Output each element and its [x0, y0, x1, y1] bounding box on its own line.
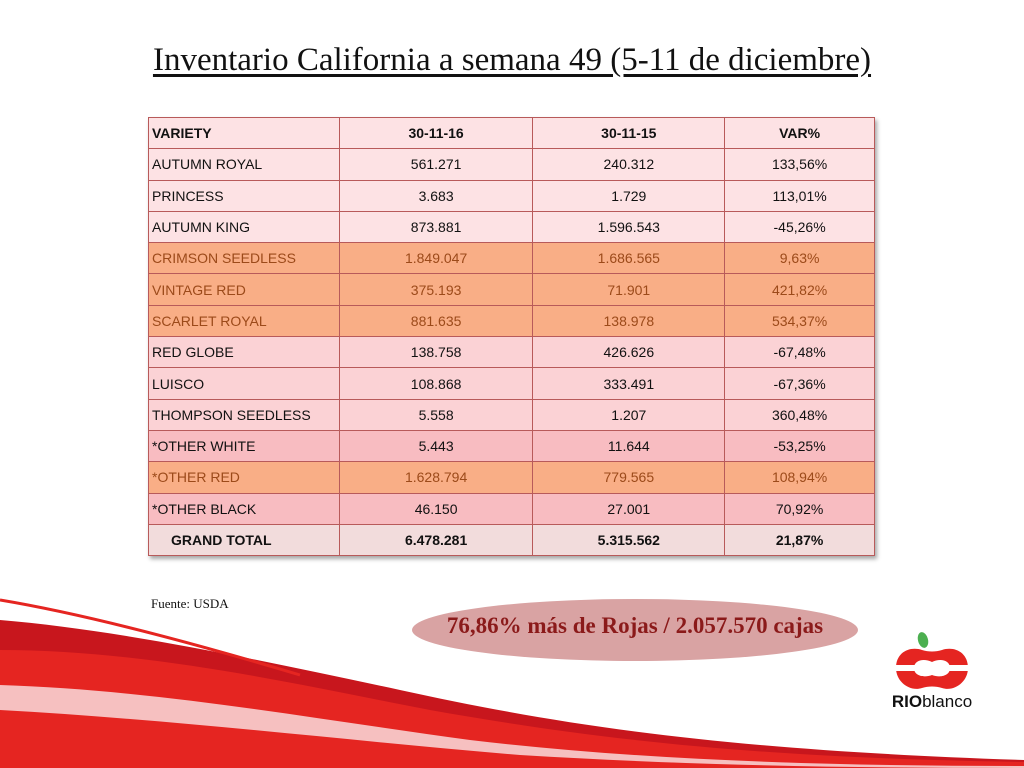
value-cell: 1.849.047: [339, 243, 533, 274]
table-row: [149, 243, 875, 274]
variety-cell: THOMPSON SEEDLESS: [149, 399, 340, 430]
var-percent-cell: -67,36%: [725, 368, 875, 399]
value-cell: 1.628.794: [339, 462, 533, 493]
value-cell: 3.683: [339, 180, 533, 211]
logo-wordmark: RIOblanco: [891, 692, 973, 711]
value-cell: 881.635: [339, 305, 533, 336]
table-row: [149, 149, 875, 180]
value-cell: 426.626: [533, 337, 725, 368]
variety-cell: *OTHER BLACK: [149, 493, 340, 524]
var-percent-cell: -67,48%: [725, 337, 875, 368]
value-cell: 108.868: [339, 368, 533, 399]
value-cell: 46.150: [339, 493, 533, 524]
variety-cell: VINTAGE RED: [149, 274, 340, 305]
value-cell: 30-11-16: [339, 118, 533, 149]
variety-cell: AUTUMN ROYAL: [149, 149, 340, 180]
value-cell: 138.758: [339, 337, 533, 368]
value-cell: 5.558: [339, 399, 533, 430]
table-row: [149, 368, 875, 399]
var-percent-cell: 9,63%: [725, 243, 875, 274]
variety-cell: GRAND TOTAL: [149, 524, 340, 555]
table-row: [149, 274, 875, 305]
table-row: [149, 337, 875, 368]
value-cell: 1.596.543: [533, 211, 725, 242]
variety-cell: AUTUMN KING: [149, 211, 340, 242]
var-percent-cell: 113,01%: [725, 180, 875, 211]
var-percent-cell: 108,94%: [725, 462, 875, 493]
variety-cell: VARIETY: [149, 118, 340, 149]
value-cell: 5.443: [339, 430, 533, 461]
table-header-row: [149, 118, 875, 149]
variety-cell: *OTHER WHITE: [149, 430, 340, 461]
table-row: [149, 462, 875, 493]
var-percent-cell: 70,92%: [725, 493, 875, 524]
table-row: [149, 180, 875, 211]
value-cell: 30-11-15: [533, 118, 725, 149]
slide-title: Inventario California a semana 49 (5-11 de diciembre): [152, 42, 872, 78]
var-percent-cell: -53,25%: [725, 430, 875, 461]
value-cell: 873.881: [339, 211, 533, 242]
variety-cell: SCARLET ROYAL: [149, 305, 340, 336]
var-percent-cell: -45,26%: [725, 211, 875, 242]
variety-cell: CRIMSON SEEDLESS: [149, 243, 340, 274]
value-cell: 240.312: [533, 149, 725, 180]
source-note: Fuente: USDA: [151, 596, 229, 611]
value-cell: 6.478.281: [339, 524, 533, 555]
var-percent-cell: 421,82%: [725, 274, 875, 305]
value-cell: 71.901: [533, 274, 725, 305]
table-row: [149, 211, 875, 242]
table-row: [149, 399, 875, 430]
table-row: [149, 305, 875, 336]
variety-cell: RED GLOBE: [149, 337, 340, 368]
table-row: [149, 430, 875, 461]
value-cell: 375.193: [339, 274, 533, 305]
apple-logo-icon: [884, 630, 980, 692]
var-percent-cell: 534,37%: [725, 305, 875, 336]
value-cell: 27.001: [533, 493, 725, 524]
value-cell: 1.729: [533, 180, 725, 211]
value-cell: 5.315.562: [533, 524, 725, 555]
rioblanco-logo: [884, 630, 980, 714]
callout-text: 76,86% más de Rojas / 2.057.570 cajas: [446, 613, 824, 638]
var-percent-cell: 360,48%: [725, 399, 875, 430]
value-cell: 138.978: [533, 305, 725, 336]
var-percent-cell: 133,56%: [725, 149, 875, 180]
value-cell: 1.686.565: [533, 243, 725, 274]
var-percent-cell: 21,87%: [725, 524, 875, 555]
value-cell: 333.491: [533, 368, 725, 399]
variety-cell: PRINCESS: [149, 180, 340, 211]
value-cell: 561.271: [339, 149, 533, 180]
variety-cell: *OTHER RED: [149, 462, 340, 493]
value-cell: 779.565: [533, 462, 725, 493]
value-cell: 1.207: [533, 399, 725, 430]
var-percent-cell: VAR%: [725, 118, 875, 149]
variety-cell: LUISCO: [149, 368, 340, 399]
value-cell: 11.644: [533, 430, 725, 461]
table-row: [149, 493, 875, 524]
table-total-row: [149, 524, 875, 555]
inventory-table: [148, 117, 875, 556]
